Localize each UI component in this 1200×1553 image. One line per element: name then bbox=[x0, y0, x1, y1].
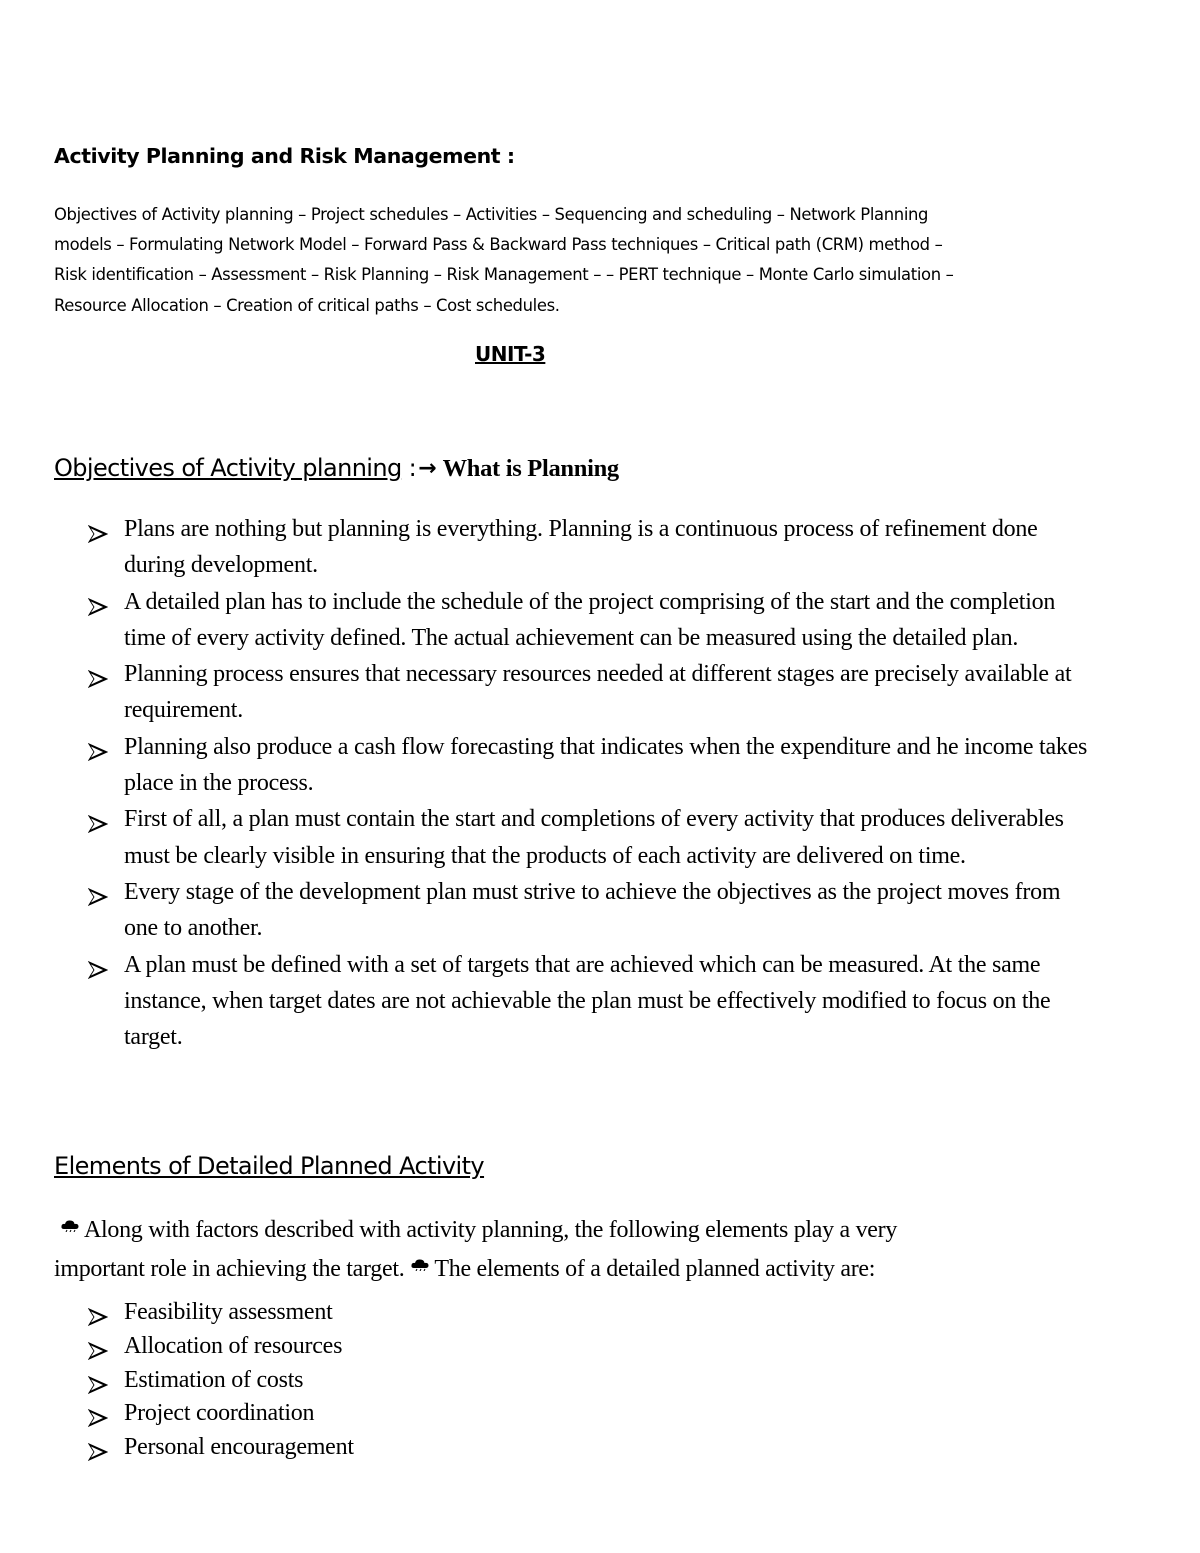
list-item-text: Feasibility assessment bbox=[124, 1299, 333, 1325]
list-item-text: Plans are nothing but planning is everything. Planning is a continuous process of refinement done during development. bbox=[124, 516, 1038, 579]
unit-label: UNIT-3 bbox=[475, 342, 546, 366]
list-item bbox=[88, 1296, 1098, 1330]
arrowhead-bullet-icon bbox=[88, 1371, 108, 1389]
paragraph-text: Along with factors described with activity planning, the following elements play a very bbox=[84, 1217, 898, 1243]
arrowhead-bullet-icon bbox=[88, 518, 108, 536]
list-item-text: Project coordination bbox=[124, 1400, 315, 1427]
paragraph-text: important role in achieving the target. bbox=[54, 1256, 405, 1282]
paragraph-text: The elements of a detailed planned activity are: bbox=[434, 1256, 876, 1282]
paragraph-line bbox=[54, 1247, 1134, 1286]
heading-text: Objectives of Activity planning bbox=[54, 454, 402, 482]
list-item bbox=[88, 729, 1098, 802]
list-item-text: Planning also produce a cash flow forecasting that indicates when the expenditure and he income takes place in the process. bbox=[124, 733, 1088, 797]
section-heading-objectives bbox=[54, 454, 619, 483]
list-item bbox=[88, 801, 1098, 874]
list-item bbox=[88, 1364, 1098, 1398]
section-heading-elements: Elements of Detailed Planned Activity bbox=[54, 1152, 485, 1180]
cloud-icon bbox=[410, 1247, 430, 1261]
heading-colon: : bbox=[401, 454, 417, 482]
list-item bbox=[88, 947, 1098, 1056]
list-item bbox=[88, 511, 1098, 584]
arrowhead-bullet-icon bbox=[88, 1303, 108, 1321]
syllabus-text bbox=[54, 200, 1134, 321]
list-item bbox=[88, 1330, 1098, 1364]
document-title: Activity Planning and Risk Management : bbox=[54, 144, 515, 168]
list-item-text: Personal encouragement bbox=[124, 1434, 354, 1461]
list-item-text: Planning process ensures that necessary resources needed at different stages are precisely available at requirement. bbox=[124, 661, 1072, 724]
list-item bbox=[88, 1431, 1098, 1465]
arrowhead-bullet-icon bbox=[88, 591, 108, 609]
list-item bbox=[88, 874, 1098, 947]
list-item bbox=[88, 656, 1098, 729]
cloud-icon bbox=[60, 1208, 80, 1222]
list-item-text: Every stage of the development plan must strive to achieve the objectives as the project moves from one to another. bbox=[124, 878, 1061, 942]
list-item-text: First of all, a plan must contain the start and completions of every activity that produces deliverables must be clearly visible in ensuring that the products of each activity are delivered on time. bbox=[124, 806, 1064, 869]
arrowhead-bullet-icon bbox=[88, 736, 108, 754]
list-item-text: Allocation of resources bbox=[124, 1332, 343, 1359]
arrowhead-bullet-icon bbox=[88, 663, 108, 681]
arrowhead-bullet-icon bbox=[88, 1438, 108, 1456]
syllabus-line: Objectives of Activity planning – Project schedules – Activities – Sequencing and scheduling – Network Planning bbox=[54, 205, 929, 224]
list-item-text: Estimation of costs bbox=[124, 1366, 304, 1393]
syllabus-line: Risk identification – Assessment – Risk Planning – Risk Management – – PERT technique – Monte Carlo simulation – bbox=[54, 265, 954, 285]
list-item bbox=[88, 1397, 1098, 1431]
list-item-text: A plan must be defined with a set of targets that are achieved which can be measured. At the same instance, when target dates are not achievable the plan must be effectively modified to focus on the target. bbox=[124, 951, 1051, 1051]
arrowhead-bullet-icon bbox=[88, 808, 108, 826]
syllabus-line: Resource Allocation – Creation of critical paths – Cost schedules. bbox=[54, 295, 560, 315]
elements-list bbox=[88, 1296, 1098, 1465]
arrowhead-bullet-icon bbox=[88, 954, 108, 972]
arrowhead-bullet-icon bbox=[88, 881, 108, 899]
syllabus-line: models – Formulating Network Model – Forward Pass & Backward Pass techniques – Critical path (CRM) method – bbox=[54, 235, 943, 255]
arrowhead-bullet-icon bbox=[88, 1337, 108, 1355]
leading-underline bbox=[54, 1217, 84, 1243]
subheading-text: What is Planning bbox=[442, 455, 619, 482]
elements-intro-paragraph bbox=[54, 1208, 1134, 1286]
list-item bbox=[88, 584, 1098, 657]
list-item-text: A detailed plan has to include the schedule of the project comprising of the start and the completion time of every activity defined. The actual achievement can be measured using the detailed plan. bbox=[124, 588, 1056, 651]
right-arrow-icon: → bbox=[418, 456, 437, 481]
paragraph-line bbox=[54, 1208, 1134, 1247]
arrowhead-bullet-icon bbox=[88, 1404, 108, 1422]
objectives-list bbox=[88, 511, 1098, 1055]
